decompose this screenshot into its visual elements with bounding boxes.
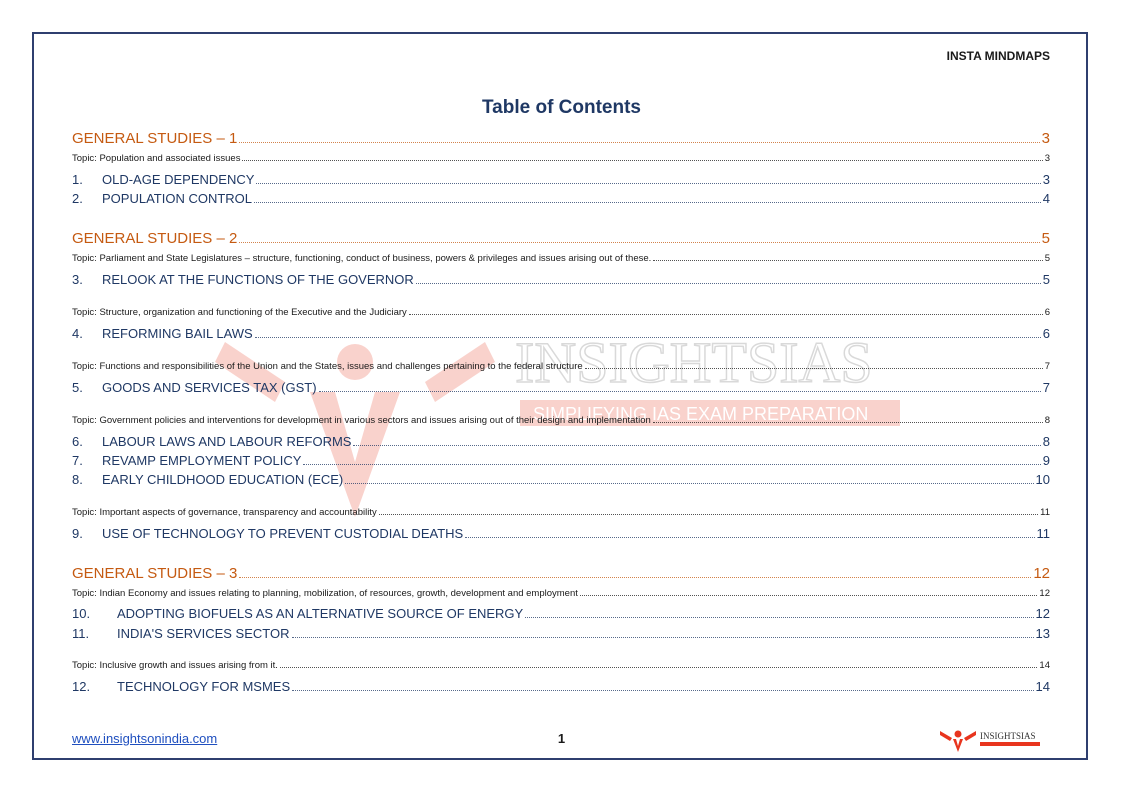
toc-entry-item[interactable] bbox=[72, 272, 1050, 287]
toc-dot-leader bbox=[409, 307, 1043, 315]
toc-entry-topic[interactable] bbox=[72, 660, 1050, 671]
toc-entry-page: 3 bbox=[1044, 153, 1050, 164]
toc-entry-label: Topic: Inclusive growth and issues arising from it. bbox=[72, 660, 278, 671]
toc-dot-leader bbox=[585, 361, 1043, 369]
toc-title: Table of Contents bbox=[481, 97, 642, 118]
toc-dot-leader bbox=[254, 193, 1041, 203]
toc-entry-item[interactable] bbox=[72, 380, 1050, 395]
toc-entry-item[interactable] bbox=[72, 626, 1050, 641]
toc-dot-leader bbox=[280, 660, 1038, 668]
footer-logo bbox=[940, 727, 1052, 753]
toc-entry-page: 9 bbox=[1042, 453, 1050, 468]
toc-entry-label: Topic: Government policies and interventions for development in various sectors and issues arising out of their design and implementation bbox=[72, 415, 651, 426]
toc-entry-number: 8. bbox=[72, 472, 83, 487]
toc-entry-label: Topic: Structure, organization and functioning of the Executive and the Judiciary bbox=[72, 307, 407, 318]
toc-entry-section[interactable] bbox=[72, 230, 1050, 247]
toc-dot-leader bbox=[256, 174, 1040, 184]
toc-entry-label: Topic: Parliament and State Legislatures – structure, functioning, conduct of business, powers & privileges and issues arising out of these. bbox=[72, 253, 652, 264]
toc-entry-page: 12 bbox=[1035, 606, 1050, 621]
toc-entry-page: 5 bbox=[1041, 230, 1050, 247]
toc-entry-item[interactable] bbox=[72, 472, 1050, 487]
toc-dot-leader bbox=[353, 436, 1040, 446]
toc-dot-leader bbox=[465, 528, 1034, 538]
toc-entry-topic[interactable] bbox=[72, 153, 1050, 164]
toc-dot-leader bbox=[255, 328, 1041, 338]
toc-entry-label: USE OF TECHNOLOGY TO PREVENT CUSTODIAL DEATHS bbox=[102, 526, 464, 541]
toc-dot-leader bbox=[653, 253, 1042, 261]
toc-entry-label: GENERAL STUDIES – 2 bbox=[72, 230, 238, 247]
header-label: INSTA MINDMAPS bbox=[946, 49, 1050, 63]
logo-text: INSIGHTSIAS bbox=[980, 731, 1036, 741]
toc-entry-page: 5 bbox=[1042, 272, 1050, 287]
toc-entry-label: RELOOK AT THE FUNCTIONS OF THE GOVERNOR bbox=[102, 272, 414, 287]
toc-entry-label: Topic: Indian Economy and issues relating to planning, mobilization, of resources, growth, development and employment bbox=[72, 588, 578, 599]
toc-entry-item[interactable] bbox=[72, 434, 1050, 449]
toc-entry-number: 5. bbox=[72, 380, 83, 395]
toc-dot-leader bbox=[292, 628, 1034, 638]
toc-entry-page: 14 bbox=[1035, 679, 1050, 694]
toc-entry-label: GOODS AND SERVICES TAX (GST) bbox=[102, 380, 317, 395]
toc-entry-section[interactable] bbox=[72, 130, 1050, 147]
toc-entry-page: 7 bbox=[1044, 361, 1050, 372]
toc-dot-leader bbox=[239, 232, 1039, 244]
toc-entry-label: LABOUR LAWS AND LABOUR REFORMS bbox=[102, 434, 352, 449]
toc-entry-item[interactable] bbox=[72, 526, 1050, 541]
toc-entry-topic[interactable] bbox=[72, 253, 1050, 264]
toc-entry-label: TECHNOLOGY FOR MSMES bbox=[117, 679, 291, 694]
toc-entry-page: 7 bbox=[1042, 380, 1050, 395]
toc-dot-leader bbox=[580, 588, 1038, 596]
toc-entry-section[interactable] bbox=[72, 565, 1050, 582]
toc-entry-page: 12 bbox=[1033, 565, 1050, 582]
toc-entry-label: GENERAL STUDIES – 1 bbox=[72, 130, 238, 147]
toc-entry-page: 11 bbox=[1040, 507, 1050, 518]
toc-entry-number: 6. bbox=[72, 434, 83, 449]
toc-entry-number: 9. bbox=[72, 526, 83, 541]
toc-entry-item[interactable] bbox=[72, 326, 1050, 341]
toc-entry-number: 11. bbox=[72, 626, 90, 641]
toc-entry-page: 12 bbox=[1039, 588, 1050, 599]
toc-entry-item[interactable] bbox=[72, 191, 1050, 206]
toc-entry-number: 12. bbox=[72, 679, 91, 694]
toc-entry-label: INDIA'S SERVICES SECTOR bbox=[117, 626, 290, 641]
toc-entry-item[interactable] bbox=[72, 679, 1050, 694]
watermark-subtitle: SIMPLIFYING IAS EXAM PREPARATION bbox=[533, 404, 869, 424]
toc-entry-label: EARLY CHILDHOOD EDUCATION (ECE) bbox=[102, 472, 344, 487]
toc-entry-page: 8 bbox=[1042, 434, 1050, 449]
toc-dot-leader bbox=[525, 608, 1033, 618]
toc-entry-topic[interactable] bbox=[72, 507, 1050, 518]
toc-entry-item[interactable] bbox=[72, 172, 1050, 187]
toc-entry-label: REVAMP EMPLOYMENT POLICY bbox=[102, 453, 302, 468]
toc-entry-label: OLD-AGE DEPENDENCY bbox=[102, 172, 255, 187]
toc-entry-number: 1. bbox=[72, 172, 83, 187]
toc-entry-page: 3 bbox=[1041, 130, 1050, 147]
toc-dot-leader bbox=[416, 274, 1041, 284]
toc-entry-page: 11 bbox=[1036, 526, 1050, 541]
toc-entry-number: 10. bbox=[72, 606, 91, 621]
toc-entry-page: 4 bbox=[1042, 191, 1050, 206]
watermark-title: INSIGHTSIAS bbox=[515, 330, 873, 395]
toc-entry-label: POPULATION CONTROL bbox=[102, 191, 253, 206]
toc-dot-leader bbox=[242, 153, 1042, 161]
toc-entry-page: 6 bbox=[1044, 307, 1050, 318]
toc-entry-label: ADOPTING BIOFUELS AS AN ALTERNATIVE SOURCE OF ENERGY bbox=[117, 606, 524, 621]
toc-entry-page: 10 bbox=[1035, 472, 1050, 487]
toc-entry-topic[interactable] bbox=[72, 588, 1050, 599]
toc-dot-leader bbox=[379, 507, 1038, 515]
toc-entry-item[interactable] bbox=[72, 453, 1050, 468]
toc-entry-page: 13 bbox=[1035, 626, 1050, 641]
toc-entry-page: 5 bbox=[1044, 253, 1050, 264]
toc-entry-label: Topic: Functions and responsibilities of the Union and the States, issues and challenges pertaining to the federal structure bbox=[72, 361, 583, 372]
toc-dot-leader bbox=[292, 681, 1033, 691]
toc-entry-number: 4. bbox=[72, 326, 83, 341]
toc-entry-label: Topic: Population and associated issues bbox=[72, 153, 241, 164]
toc-entry-page: 3 bbox=[1042, 172, 1050, 187]
toc-entry-page: 6 bbox=[1042, 326, 1050, 341]
toc-entry-label: GENERAL STUDIES – 3 bbox=[72, 565, 238, 582]
toc-entry-number: 3. bbox=[72, 272, 83, 287]
toc-entry-page: 8 bbox=[1044, 415, 1050, 426]
toc-dot-leader bbox=[303, 455, 1040, 465]
insights-logo-icon bbox=[940, 731, 976, 753]
toc-dot-leader bbox=[239, 567, 1031, 579]
toc-dot-leader bbox=[653, 415, 1043, 423]
toc-entry-label: REFORMING BAIL LAWS bbox=[102, 326, 253, 341]
toc-entry-topic[interactable] bbox=[72, 361, 1050, 372]
toc-entry-number: 2. bbox=[72, 191, 83, 206]
toc-entry-page: 14 bbox=[1039, 660, 1050, 671]
toc-dot-leader bbox=[239, 132, 1039, 144]
toc-entry-topic[interactable] bbox=[72, 415, 1050, 426]
toc-dot-leader bbox=[319, 382, 1041, 392]
toc-entry-number: 7. bbox=[72, 453, 83, 468]
toc-entry-topic[interactable] bbox=[72, 307, 1050, 318]
footer-page-number: 1 bbox=[557, 731, 566, 746]
toc-dot-leader bbox=[345, 474, 1033, 484]
toc-entry-item[interactable] bbox=[72, 606, 1050, 621]
footer-website-link[interactable]: www.insightsonindia.com bbox=[72, 731, 218, 746]
toc-entry-label: Topic: Important aspects of governance, transparency and accountability bbox=[72, 507, 377, 518]
